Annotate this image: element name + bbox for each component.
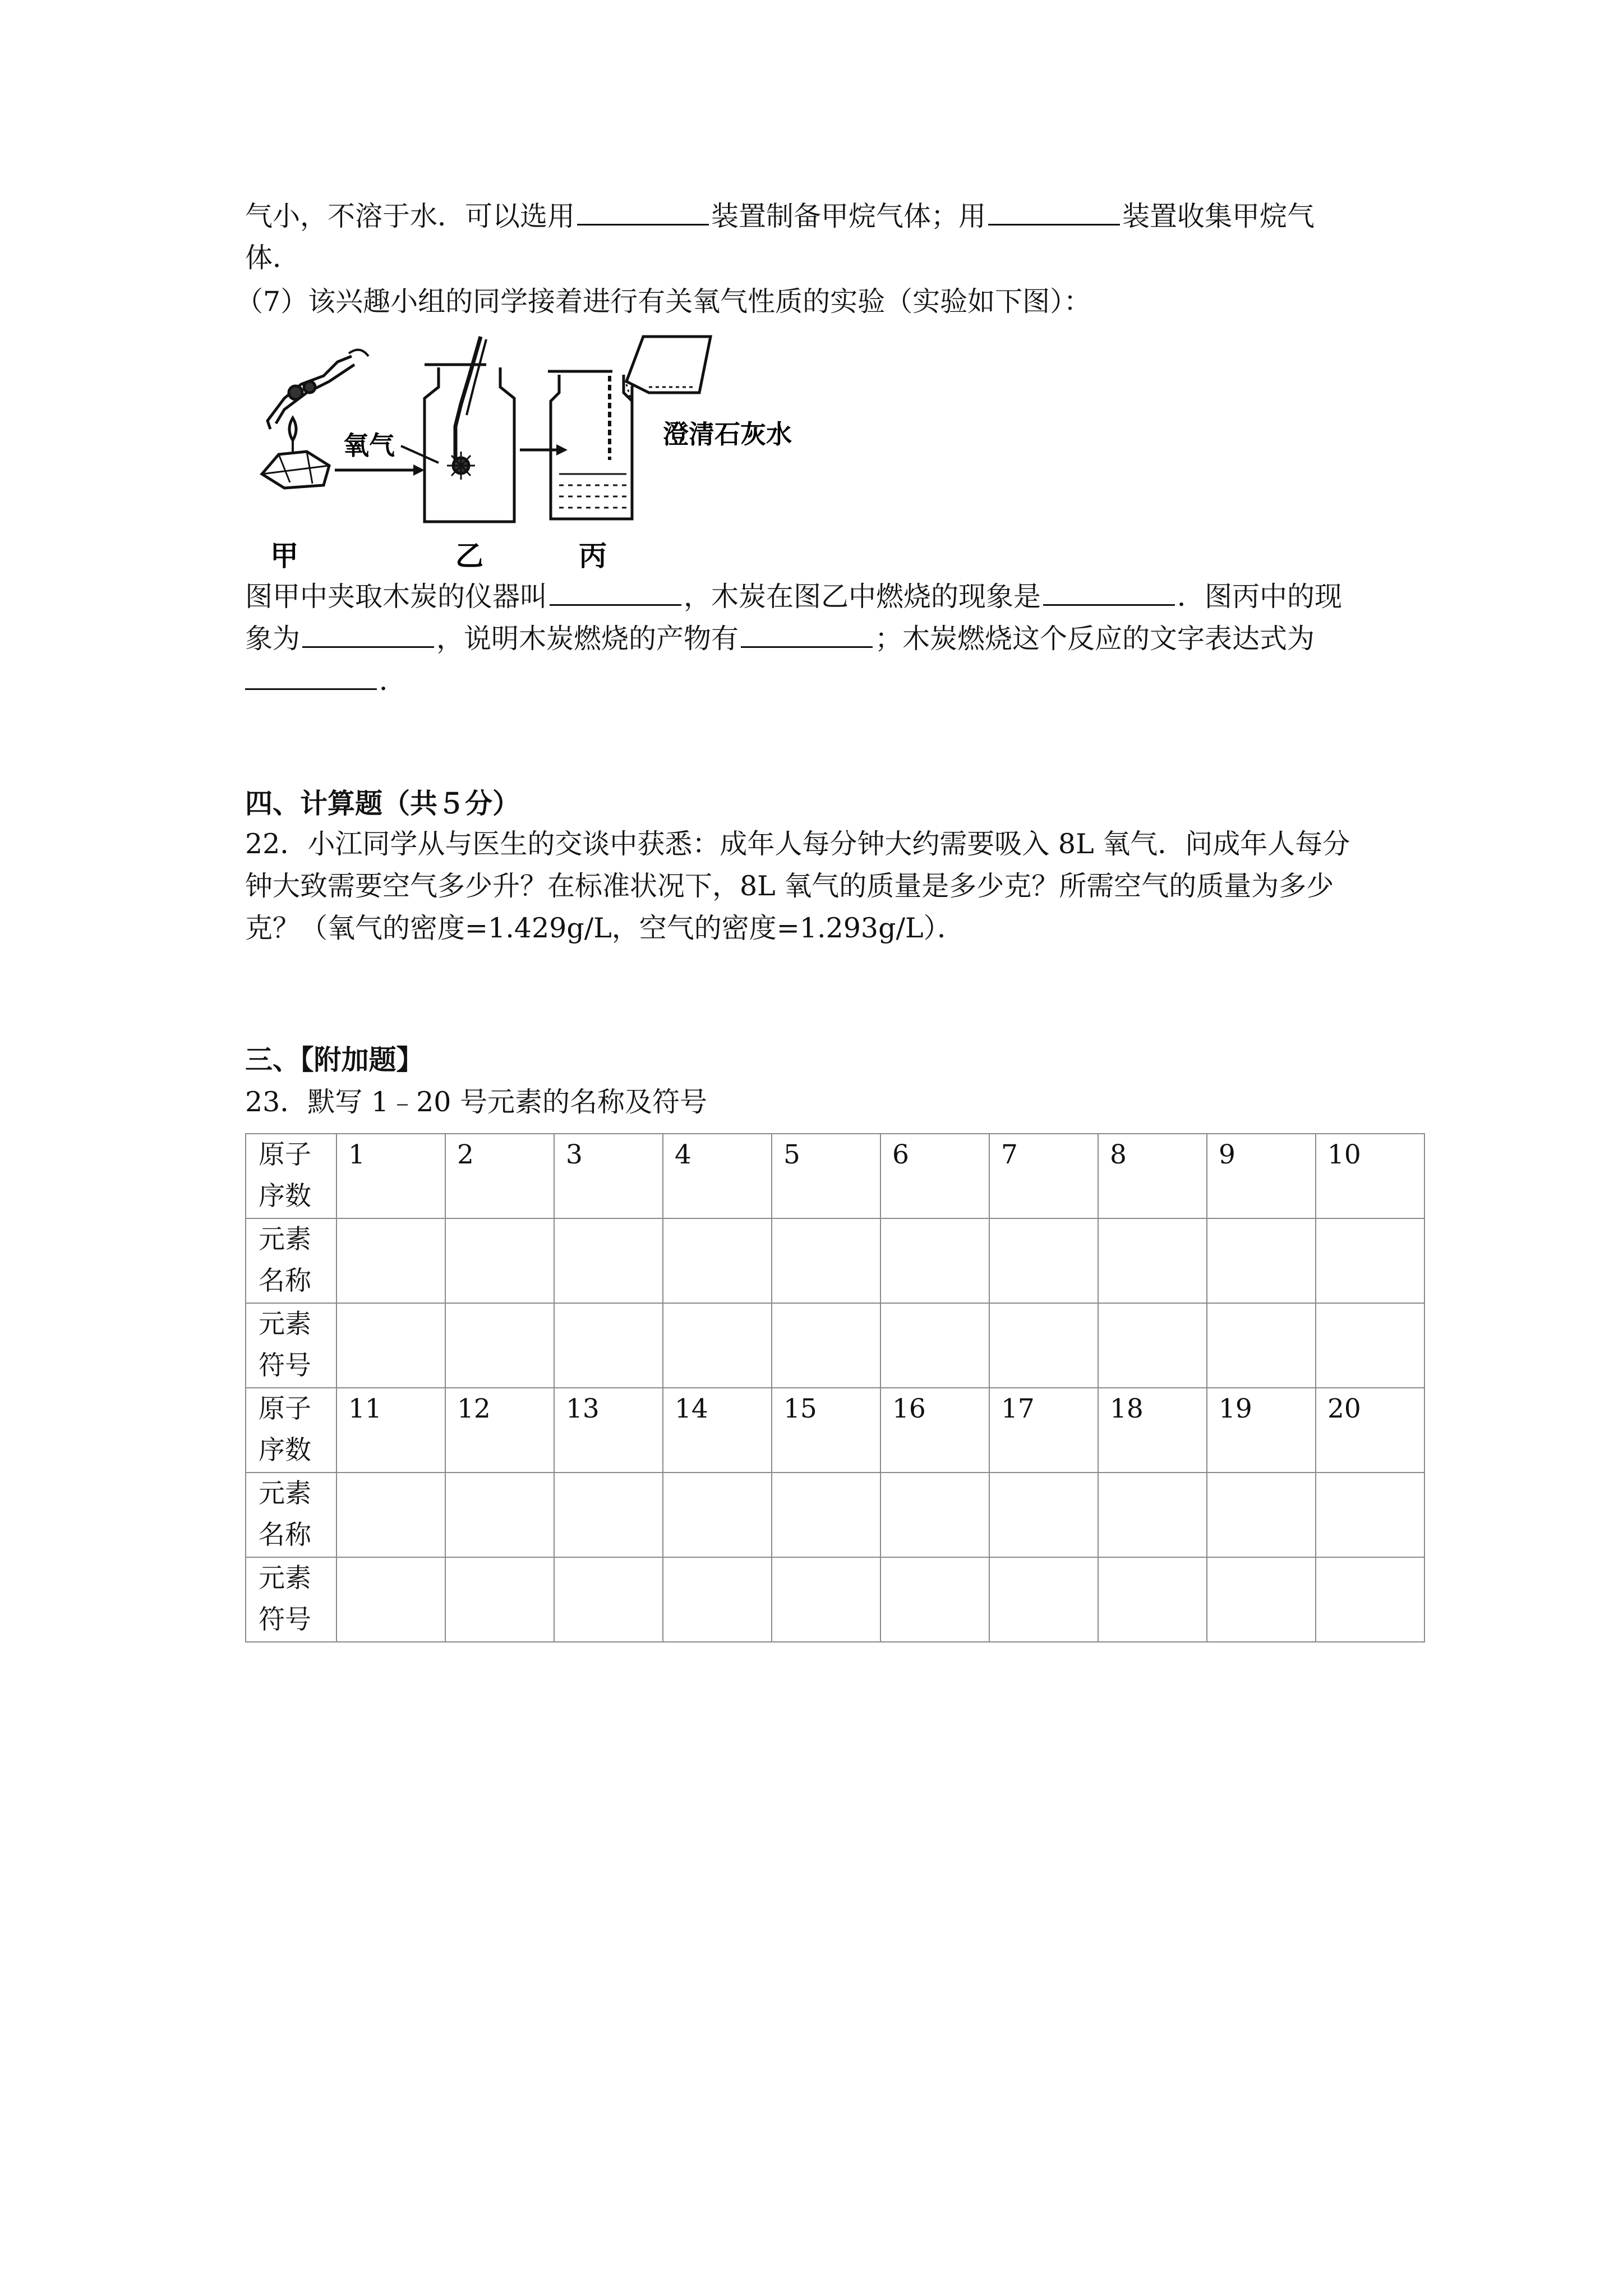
text: ，说明木炭燃烧的产物有 [436, 623, 739, 655]
atomic-number-cell: 17 [989, 1388, 1098, 1473]
atomic-number-cell: 3 [554, 1134, 663, 1218]
table-row-name [246, 1473, 1424, 1557]
atomic-number-cell: 7 [989, 1134, 1098, 1218]
element-name-cell[interactable] [554, 1473, 663, 1557]
q21-after-line3 [245, 664, 407, 698]
atomic-number-cell: 10 [1316, 1134, 1424, 1218]
q23-text: 23．默写 1﹣20 号元素的名称及符号 [245, 1086, 708, 1118]
element-symbol-cell[interactable] [663, 1557, 772, 1642]
q22-line2: 钟大致需要空气多少升？在标准状况下，8L 氧气的质量是多少克？所需空气的质量为多少 [245, 870, 1334, 902]
elements-table [245, 1133, 1425, 1642]
atomic-number-cell: 4 [663, 1134, 772, 1218]
atomic-number-cell: 9 [1207, 1134, 1316, 1218]
atomic-number-cell: 14 [663, 1388, 772, 1473]
row-label-atomic-number-text: 原子 [259, 1393, 311, 1424]
atomic-number-cell: 16 [880, 1388, 989, 1473]
element-name-cell[interactable] [663, 1218, 772, 1303]
row-label-element-symbol [246, 1557, 336, 1642]
element-symbol-cell[interactable] [554, 1557, 663, 1642]
text: ；木炭燃烧这个反应的文字表达式为 [875, 623, 1315, 655]
atomic-number-cell: 2 [445, 1134, 554, 1218]
row-label-element-symbol-text: 符号 [259, 1350, 311, 1381]
element-symbol-cell[interactable] [1098, 1557, 1207, 1642]
oxygen-bottle-drawing [425, 337, 514, 522]
element-symbol-cell[interactable] [989, 1303, 1098, 1388]
element-name-cell[interactable] [880, 1473, 989, 1557]
atomic-number-cell: 6 [880, 1134, 989, 1218]
atomic-number-cell: 19 [1207, 1388, 1316, 1473]
q21-text-b: 装置制备甲烷气体；用 [711, 200, 986, 232]
label-yi: 乙 [455, 540, 483, 572]
element-symbol-cell[interactable] [1316, 1303, 1424, 1388]
q21-line2: 体． [245, 242, 301, 274]
section3-heading: 三、【附加题】 [245, 1044, 424, 1076]
atomic-number-cell: 15 [772, 1388, 880, 1473]
atomic-number-cell: 13 [554, 1388, 663, 1473]
element-name-cell[interactable] [1098, 1218, 1207, 1303]
element-name-cell[interactable] [554, 1218, 663, 1303]
table-row-atomic-number [246, 1134, 1424, 1218]
text: 图甲中夹取木炭的仪器叫 [245, 581, 548, 613]
element-name-cell[interactable] [336, 1218, 445, 1303]
element-name-cell[interactable] [772, 1473, 880, 1557]
element-name-cell[interactable] [880, 1218, 989, 1303]
text: ，木炭在图乙中燃烧的现象是 [684, 581, 1041, 613]
label-oxygen: 氧气 [343, 430, 395, 461]
element-name-cell[interactable] [1316, 1218, 1424, 1303]
element-name-cell[interactable] [1207, 1218, 1316, 1303]
element-symbol-cell[interactable] [772, 1557, 880, 1642]
answer-blank[interactable] [577, 199, 709, 226]
text: ．图丙中的现 [1177, 581, 1343, 613]
atomic-number-cell: 1 [336, 1134, 445, 1218]
element-symbol-cell[interactable] [880, 1303, 989, 1388]
element-name-cell[interactable] [336, 1473, 445, 1557]
row-label-element-symbol-text: 元素 [259, 1563, 311, 1594]
q21-after-line2 [245, 622, 1315, 656]
element-symbol-cell[interactable] [880, 1557, 989, 1642]
element-name-cell[interactable] [1316, 1473, 1424, 1557]
label-jia: 甲 [270, 540, 298, 572]
answer-blank[interactable] [988, 199, 1120, 226]
element-name-cell[interactable] [663, 1473, 772, 1557]
row-label-element-name [246, 1473, 336, 1557]
row-label-atomic-number-text: 序数 [259, 1181, 311, 1212]
atomic-number-cell: 18 [1098, 1388, 1207, 1473]
table-row-symbol [246, 1303, 1424, 1388]
oxygen-experiment-figure [245, 331, 823, 573]
row-label-atomic-number [246, 1134, 336, 1218]
q21-text-c: 装置收集甲烷气 [1122, 200, 1315, 232]
row-label-element-name-text: 元素 [259, 1224, 311, 1255]
q22-line1: 22．小江同学从与医生的交谈中获悉：成年人每分钟大约需要吸入 8L 氧气．问成年人每分 [245, 828, 1350, 860]
element-name-cell[interactable] [772, 1218, 880, 1303]
row-label-atomic-number-text: 序数 [259, 1435, 311, 1466]
atomic-number-cell: 12 [445, 1388, 554, 1473]
answer-blank[interactable] [550, 579, 681, 606]
q22-line3: 克？（氧气的密度=1.429g/L，空气的密度=1.293g/L）． [245, 912, 965, 944]
answer-blank[interactable] [245, 664, 377, 690]
row-label-element-name-text: 名称 [259, 1266, 311, 1296]
q21-text-a: 气小，不溶于水．可以选用 [245, 200, 575, 232]
atomic-number-cell: 5 [772, 1134, 880, 1218]
element-symbol-cell[interactable] [663, 1303, 772, 1388]
table-row-atomic-number [246, 1388, 1424, 1473]
element-name-cell[interactable] [445, 1473, 554, 1557]
row-label-element-name-text: 元素 [259, 1478, 311, 1509]
row-label-element-name-text: 名称 [259, 1520, 311, 1550]
element-symbol-cell[interactable] [336, 1557, 445, 1642]
q21-line1 [245, 199, 1315, 233]
element-symbol-cell[interactable] [1207, 1557, 1316, 1642]
atomic-number-cell: 11 [336, 1388, 445, 1473]
row-label-element-name [246, 1218, 336, 1303]
row-label-element-symbol [246, 1303, 336, 1388]
element-symbol-cell[interactable] [445, 1557, 554, 1642]
element-symbol-cell[interactable] [445, 1303, 554, 1388]
element-symbol-cell[interactable] [989, 1557, 1098, 1642]
table-row-name [246, 1218, 1424, 1303]
lamp-tongs-drawing [262, 350, 368, 488]
element-name-cell[interactable] [989, 1218, 1098, 1303]
atomic-number-cell: 20 [1316, 1388, 1424, 1473]
q21-sub7: （7）该兴趣小组的同学接着进行有关氧气性质的实验（实验如下图）： [236, 286, 1091, 318]
answer-blank[interactable] [1043, 579, 1175, 606]
element-symbol-cell[interactable] [772, 1303, 880, 1388]
atomic-number-cell: 8 [1098, 1134, 1207, 1218]
element-name-cell[interactable] [1098, 1473, 1207, 1557]
element-symbol-cell[interactable] [554, 1303, 663, 1388]
label-limewater: 澄清石灰水 [663, 419, 792, 449]
element-name-cell[interactable] [989, 1473, 1098, 1557]
element-symbol-cell[interactable] [1316, 1557, 1424, 1642]
element-name-cell[interactable] [1207, 1473, 1316, 1557]
row-label-element-symbol-text: 符号 [259, 1604, 311, 1635]
row-label-element-symbol-text: 元素 [259, 1309, 311, 1340]
row-label-atomic-number-text: 原子 [259, 1139, 311, 1170]
answer-blank[interactable] [741, 622, 873, 648]
answer-blank[interactable] [302, 622, 434, 648]
row-label-atomic-number [246, 1388, 336, 1473]
table-row-symbol [246, 1557, 1424, 1642]
text: 象为 [245, 623, 301, 655]
element-name-cell[interactable] [445, 1218, 554, 1303]
text: ． [379, 665, 407, 697]
element-symbol-cell[interactable] [1207, 1303, 1316, 1388]
q21-after-line1 [245, 579, 1342, 614]
label-bing: 丙 [579, 540, 607, 572]
element-symbol-cell[interactable] [1098, 1303, 1207, 1388]
section4-heading: 四、计算题（共５分） [245, 788, 520, 820]
element-symbol-cell[interactable] [336, 1303, 445, 1388]
